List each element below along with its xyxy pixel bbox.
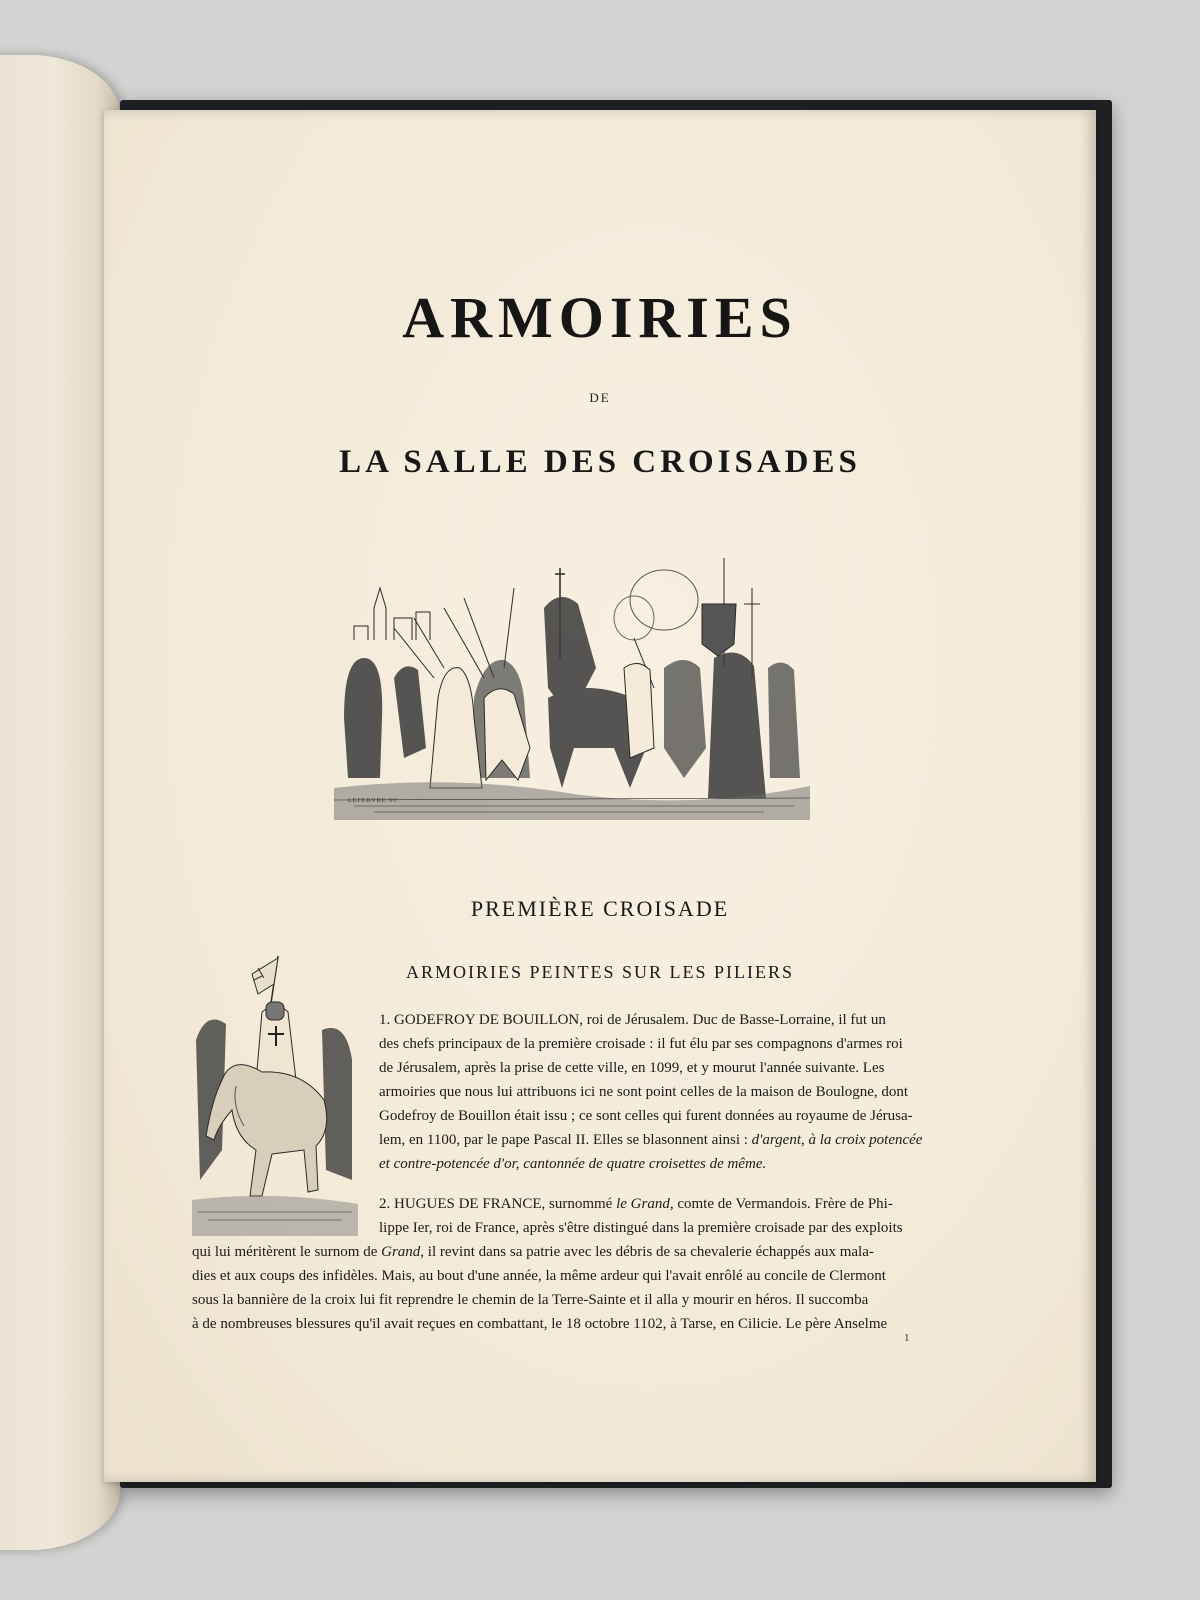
- facing-page: [0, 55, 120, 1550]
- italic-epithet: le Grand,: [616, 1196, 674, 1212]
- entry-hugues-de-france-continued: [192, 1240, 1069, 1336]
- text-line: armoiries que nous lui attribuons ici ne sont point celles de la maison de Boulogne, dont: [379, 1084, 909, 1100]
- page-subtitle: LA SALLE DES CROISADES: [339, 444, 861, 480]
- text-line: [192, 1240, 1069, 1264]
- blazon-italic-line: et contre-potencée d'or, cantonnée de quatre croisettes de même.: [379, 1156, 767, 1172]
- page-title: ARMOIRIES: [402, 285, 798, 350]
- subsection-title: ARMOIRIES PEINTES SUR LES PILIERS: [405, 962, 795, 982]
- knight-engraving: [192, 950, 358, 1236]
- engraver-signature: LEFEBVRE SC: [348, 798, 399, 804]
- text-fragment: qui lui méritèrent le surnom de: [192, 1244, 378, 1260]
- text-line: [379, 1192, 1069, 1216]
- text-fragment: lem, en 1100, par le pape Pascal II. Elles se blasonnent ainsi :: [379, 1132, 748, 1148]
- crusade-procession-engraving: [334, 548, 810, 820]
- text-fragment: il revint dans sa patrie avec les débris de sa chevalerie échappés aux mala-: [427, 1244, 874, 1260]
- title-connector: DE: [589, 390, 611, 405]
- text-fragment: 2. HUGUES DE FRANCE, surnommé: [379, 1196, 613, 1212]
- text-line: des chefs principaux de la première croisade : il fut élu par ses compagnons d'armes roi: [379, 1036, 903, 1052]
- text-line: lippe Ier, roi de France, après s'être distingué dans la première croisade par des exploits: [379, 1220, 903, 1236]
- text-line: dies et aux coups des infidèles. Mais, au bout d'une année, la même ardeur qui l'avait enrôlé au concile de Clermont: [192, 1268, 886, 1284]
- blazon-italic: d'argent, à la croix potencée: [751, 1132, 923, 1148]
- text-line: Godefroy de Bouillon était issu ; ce sont celles qui furent données au royaume de Jérusa-: [379, 1108, 913, 1124]
- text-line: 1. GODEFROY DE BOUILLON, roi de Jérusalem. Duc de Basse-Lorraine, il fut un: [379, 1012, 886, 1028]
- book-page: [104, 110, 1096, 1482]
- text-line: [379, 1128, 1069, 1152]
- entry-godefroy-de-bouillon: [379, 1008, 1069, 1176]
- text-line: à de nombreuses blessures qu'il avait reçues en combattant, le 18 octobre 1102, à Tarse, en Cilicie. Le père Anselme: [192, 1316, 888, 1332]
- page-number: 1: [904, 1332, 910, 1344]
- section-title: PREMIÈRE CROISADE: [470, 896, 730, 921]
- entry-hugues-de-france: [379, 1192, 1069, 1240]
- italic-epithet: Grand,: [381, 1244, 425, 1260]
- text-line: de Jérusalem, après la prise de cette ville, en 1099, et y mourut l'année suivante. Les: [379, 1060, 885, 1076]
- text-line: sous la bannière de la croix lui fit reprendre le chemin de la Terre-Sainte et il alla y mourir en héros. Il succomba: [192, 1292, 869, 1308]
- text-fragment: comte de Vermandois. Frère de Phi-: [677, 1196, 893, 1212]
